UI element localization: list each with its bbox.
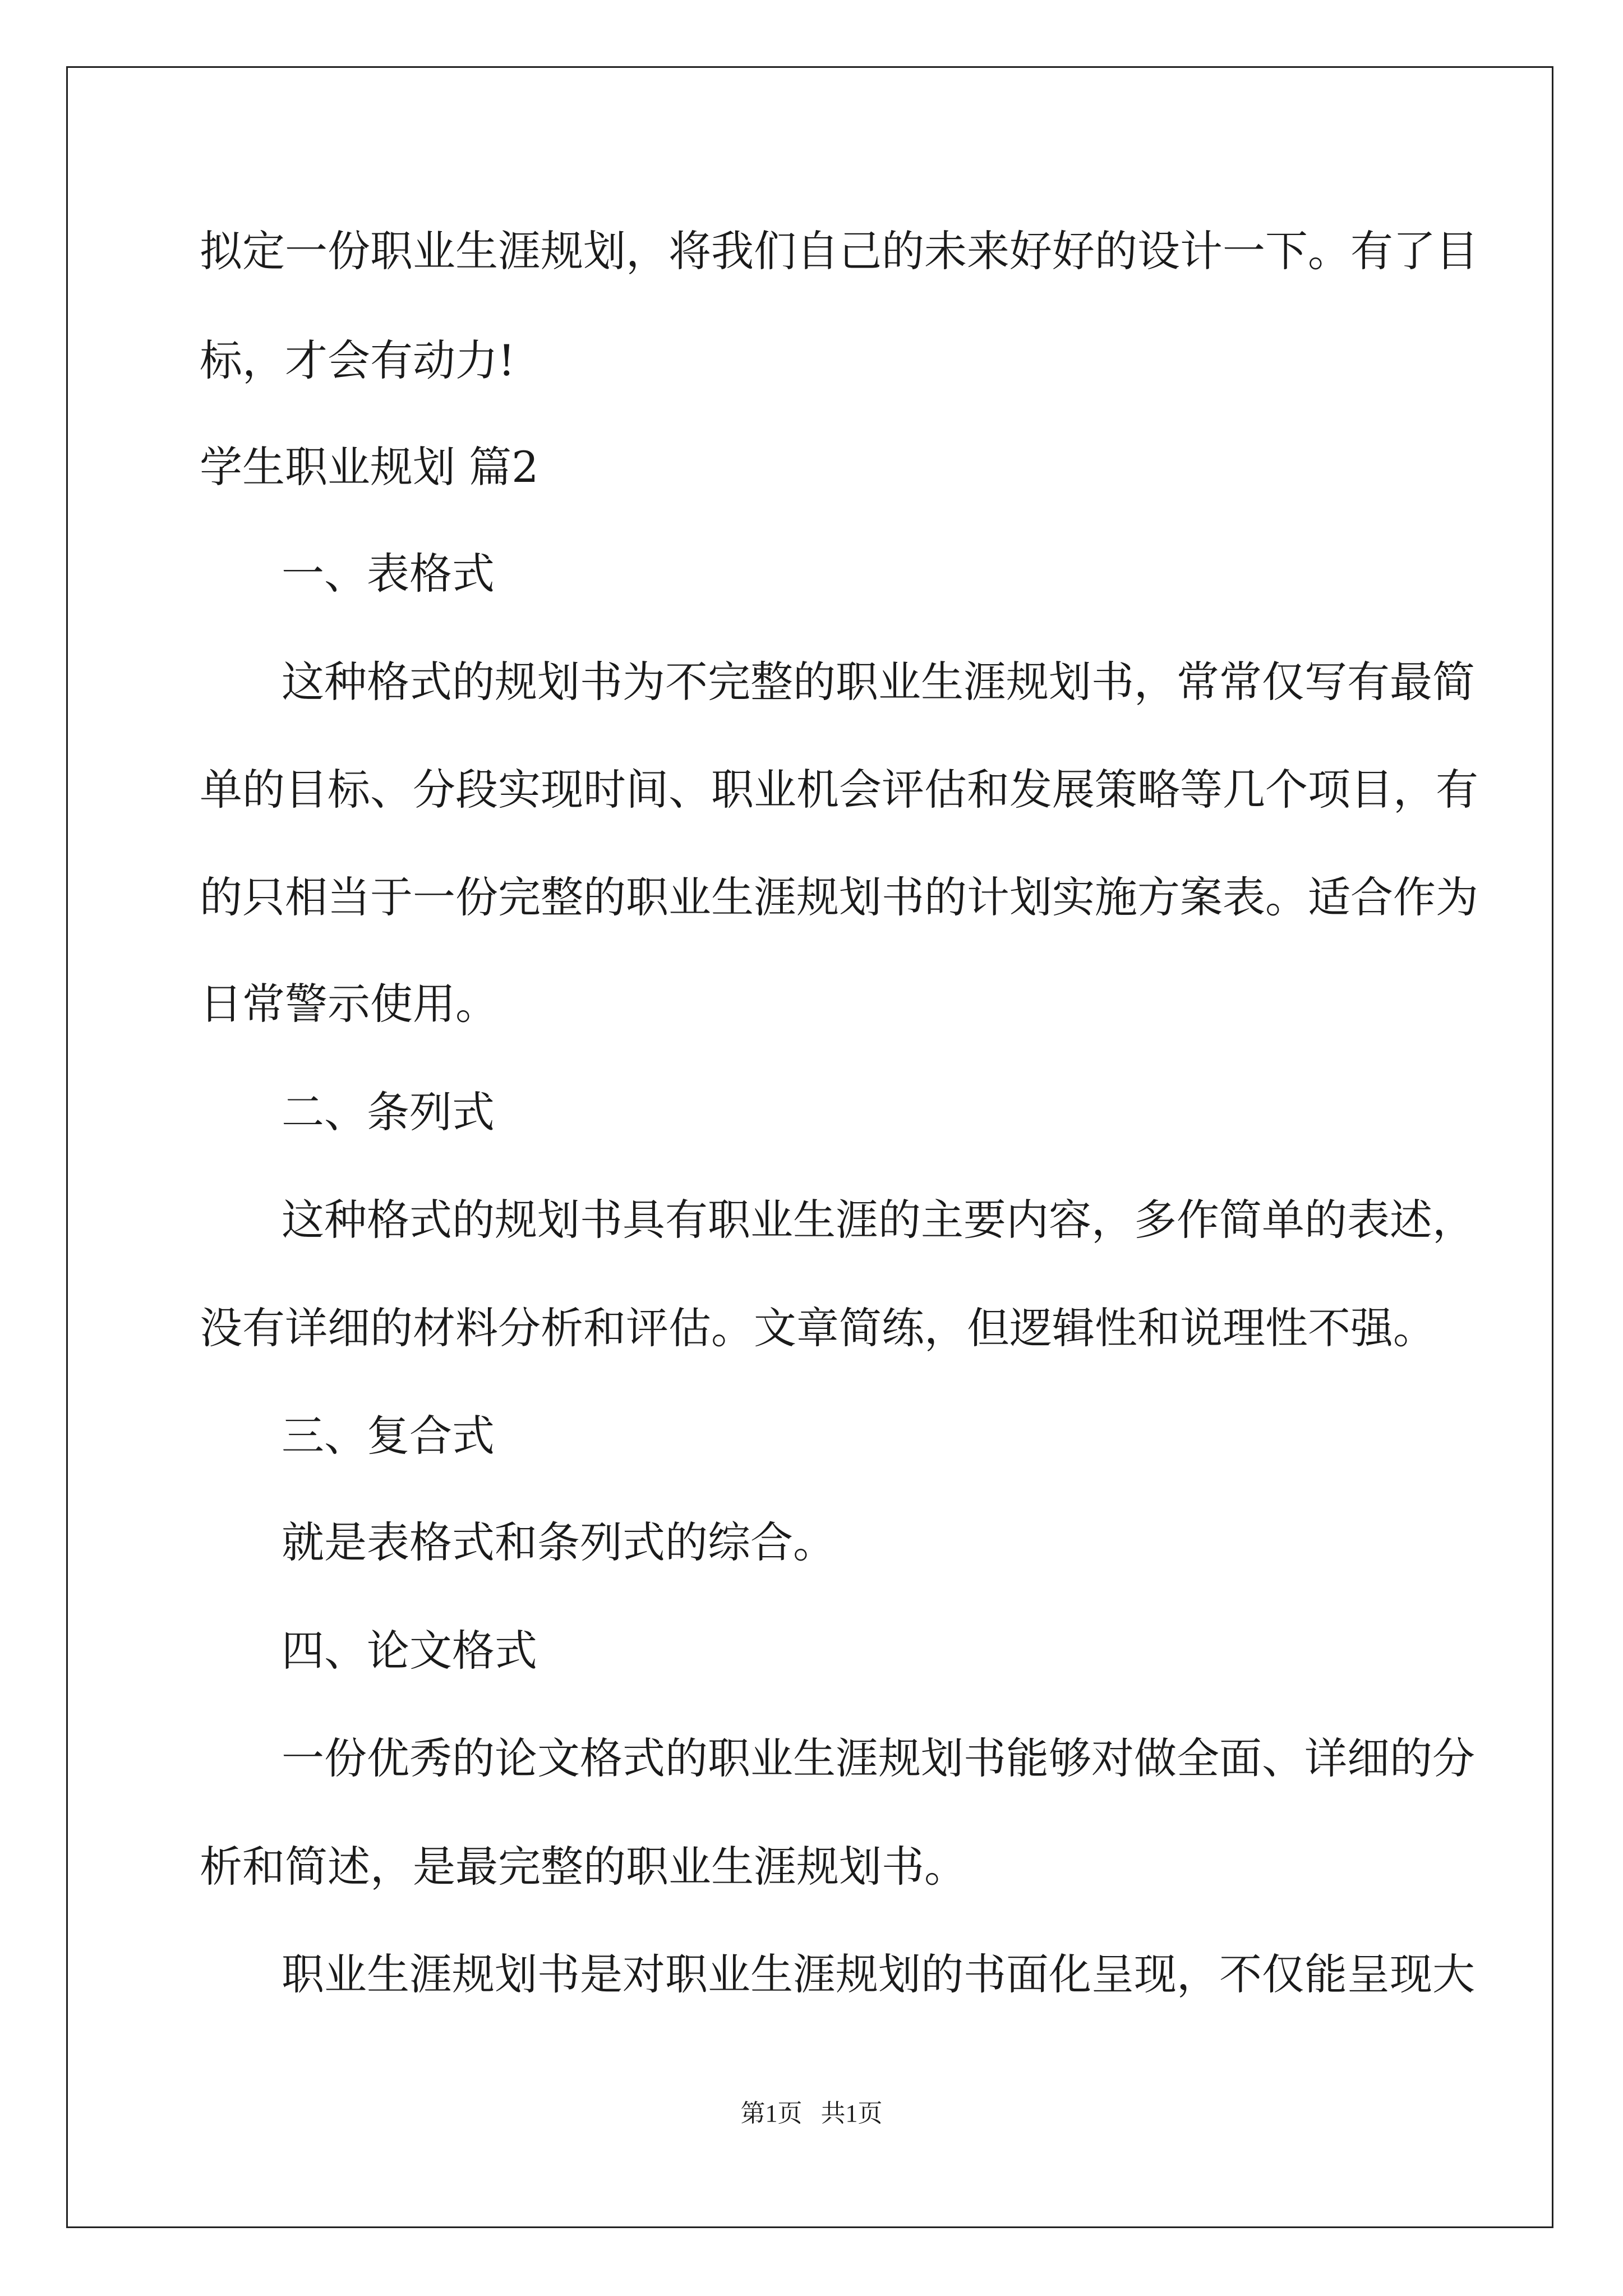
- paragraph-line: 这种格式的规划书具有职业生涯的主要内容，多作简单的表述，: [282, 1195, 1475, 1245]
- paragraph-line: 拟定一份职业生涯规划，将我们自己的未来好好的设计一下。有了目: [200, 226, 1478, 276]
- subheading: 二、条列式: [282, 1087, 495, 1137]
- subheading: 一、表格式: [282, 549, 495, 599]
- paragraph-line: 日常警示使用。: [200, 979, 498, 1029]
- subheading: 四、论文格式: [282, 1626, 537, 1676]
- section-title: 学生职业规划 篇2: [200, 442, 539, 492]
- paragraph-line: 没有详细的材料分析和评估。文章简练，但逻辑性和说理性不强。: [200, 1303, 1436, 1353]
- paragraph-line: 职业生涯规划书是对职业生涯规划的书面化呈现，不仅能呈现大: [282, 1949, 1475, 1999]
- page-footer: 第1页 共1页: [740, 2100, 883, 2127]
- paragraph-line: 标，才会有动力!: [200, 335, 515, 385]
- paragraph-line: 析和简述，是最完整的职业生涯规划书。: [200, 1842, 967, 1892]
- paragraph-line: 这种格式的规划书为不完整的职业生涯规划书，常常仅写有最简: [282, 657, 1475, 707]
- paragraph-line: 单的目标、分段实现时间、职业机会评估和发展策略等几个项目，有: [200, 765, 1478, 815]
- subheading: 三、复合式: [282, 1411, 495, 1461]
- paragraph-line: 一份优秀的论文格式的职业生涯规划书能够对做全面、详细的分: [282, 1733, 1475, 1783]
- paragraph-line: 的只相当于一份完整的职业生涯规划书的计划实施方案表。适合作为: [200, 872, 1478, 922]
- paragraph-line: 就是表格式和条列式的综合。: [282, 1517, 836, 1567]
- page-border: [66, 66, 1553, 2228]
